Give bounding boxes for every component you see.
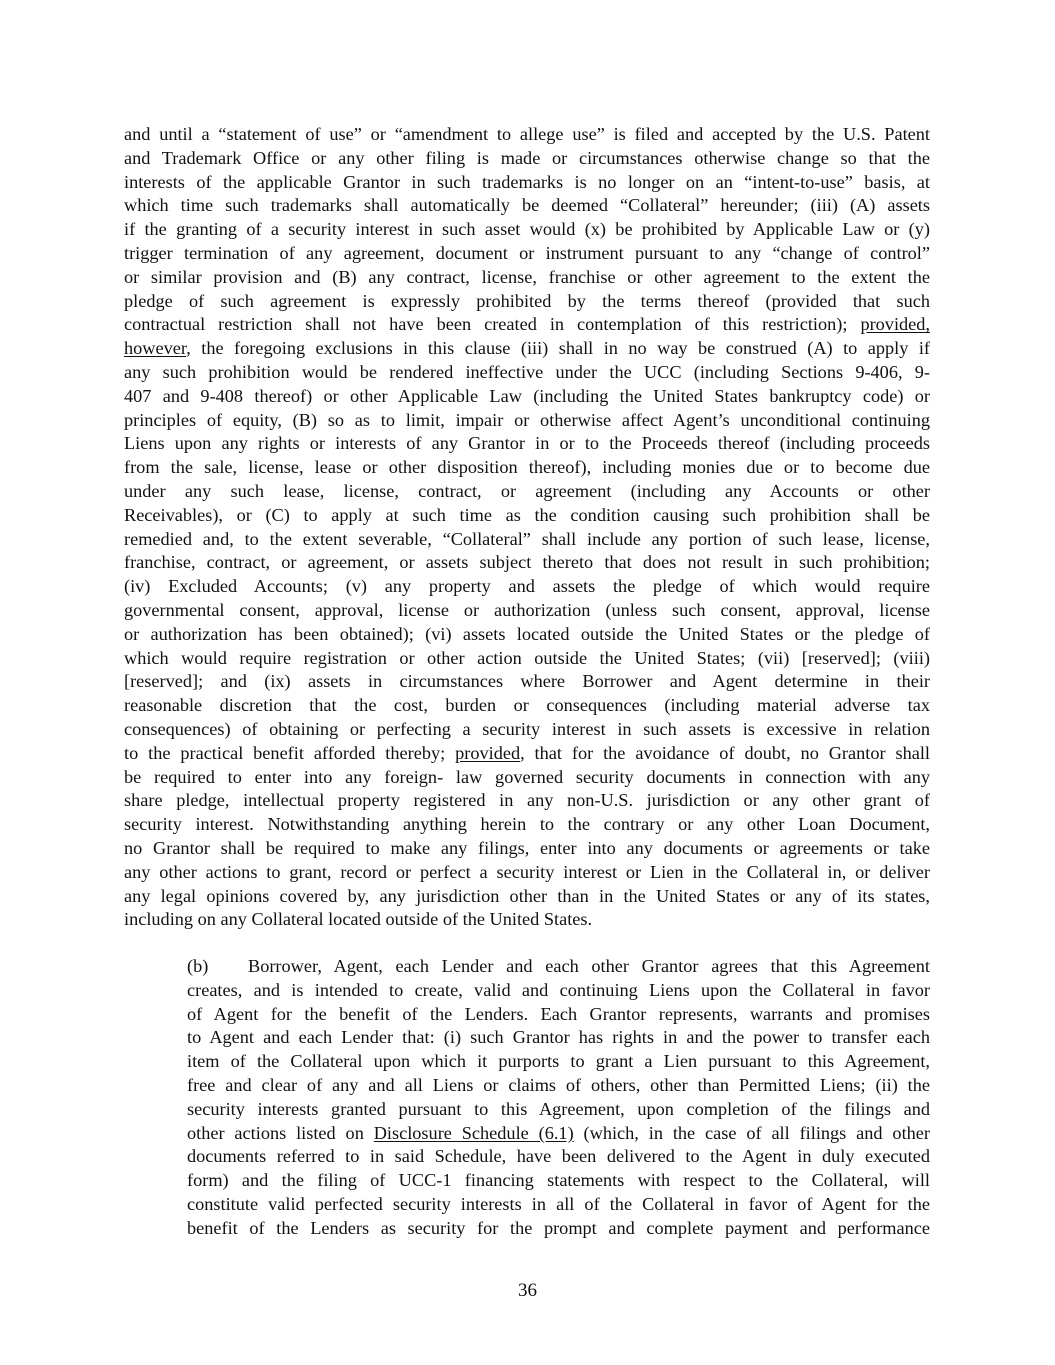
text-line: [187, 1098, 930, 1122]
text-segment: , that for the avoidance of doubt, no Grantor shall: [520, 742, 931, 763]
text-line: [124, 742, 930, 766]
text-line: [124, 718, 930, 742]
text-line: [124, 313, 930, 337]
text-segment: Borrower, Agent, each Lender and each other Grantor agrees that this Agreement: [248, 956, 930, 976]
text-line: [124, 194, 930, 218]
text-line: [124, 456, 930, 480]
text-line: [187, 1003, 930, 1027]
underlined-term: provided,: [860, 314, 930, 335]
text-line: [187, 1026, 930, 1050]
text-line: [187, 1050, 930, 1074]
text-line: [124, 361, 930, 385]
text-segment: other actions listed on: [187, 1122, 374, 1143]
text-line: [124, 551, 930, 575]
text-segment: principles of equity, (B) so as to limit, impair or otherwise affect Agent’s unconditional continuing: [124, 409, 930, 430]
text-line: [124, 147, 930, 171]
text-line: [124, 242, 930, 266]
text-line: [124, 623, 930, 647]
text-line: [124, 837, 930, 861]
page-number: 36: [518, 1280, 537, 1301]
text-segment: share pledge, intellectual property registered in any non-U.S. jurisdiction or any other grant of: [124, 790, 930, 811]
text-line: [124, 432, 930, 456]
text-segment: which would require registration or other action outside the United States; (vii) [reserved]; (viii): [124, 647, 930, 668]
text-segment: pledge of such agreement is expressly prohibited by the terms thereof (provided that such: [124, 290, 930, 311]
text-line: [124, 908, 930, 932]
text-line: [187, 955, 930, 979]
text-line: [187, 979, 930, 1003]
text-segment: reasonable discretion that the cost, burden or consequences (including material adverse tax: [124, 695, 930, 716]
text-segment: and until a “statement of use” or “amendment to allege use” is filed and accepted by the U.S. Patent: [124, 124, 930, 144]
text-segment: to the practical benefit afforded thereby;: [124, 742, 456, 763]
underlined-term: Disclosure Schedule (6.1): [373, 1122, 574, 1143]
text-line: [124, 480, 930, 504]
text-segment: benefit of the Lenders as security for the prompt and complete payment and performance: [187, 1217, 930, 1238]
text-line: [187, 1169, 930, 1193]
underlined-term: however: [124, 338, 187, 359]
text-line: [124, 647, 930, 671]
text-line: [124, 409, 930, 433]
text-segment: be required to enter into any foreign- law governed security documents in connection with any: [124, 766, 930, 787]
text-line: [124, 171, 930, 195]
text-segment: form) and the filing of UCC-1 financing statements with respect to the Collateral, will: [187, 1170, 930, 1191]
text-segment: trigger termination of any agreement, document or instrument pursuant to any “change of control”: [124, 242, 930, 263]
text-segment: from the sale, license, lease or other disposition thereof), including monies due or to become due: [124, 457, 930, 478]
text-line: [124, 385, 930, 409]
text-line: [124, 337, 930, 361]
text-segment: Receivables), or (C) to apply at such time as the condition causing such prohibition shall be: [124, 504, 930, 525]
text-segment: contractual restriction shall not have been created in contemplation of this restriction);: [124, 314, 861, 335]
text-segment: documents referred to in said Schedule, have been delivered to the Agent in duly executed: [187, 1146, 930, 1167]
text-segment: of Agent for the benefit of the Lenders. Each Grantor represents, warrants and promises: [187, 1003, 930, 1024]
text-line: [124, 813, 930, 837]
text-line: [124, 789, 930, 813]
text-segment: including on any Collateral located outside of the United States.: [124, 909, 593, 930]
text-segment: to Agent and each Lender that: (i) such Grantor has rights in and the power to transfer each: [187, 1027, 930, 1048]
text-line: [124, 861, 930, 885]
text-segment: governmental consent, approval, license or authorization (unless such consent, approval, license: [124, 599, 930, 620]
text-line: [124, 266, 930, 290]
text-segment: any such prohibition would be rendered ineffective under the UCC (including Sections 9-406, 9-: [124, 361, 930, 382]
text-segment: , the foregoing exclusions in this clause (iii) shall in no way be construed (A) to apply if: [186, 338, 930, 359]
text-line: [124, 885, 930, 909]
text-segment: security interests granted pursuant to this Agreement, upon completion of the filings and: [187, 1098, 930, 1119]
text-line: [187, 1074, 930, 1098]
text-segment: interests of the applicable Grantor in such trademarks is no longer on an “intent-to-use” basis, at: [124, 171, 930, 192]
underlined-term: provided: [455, 742, 521, 763]
text-line: [124, 575, 930, 599]
paragraph-1: [124, 123, 930, 932]
text-line: [124, 599, 930, 623]
text-line: [187, 1122, 930, 1146]
text-segment: (iv) Excluded Accounts; (v) any property and assets the pledge of which would require: [124, 576, 930, 597]
text-segment: consequences) of obtaining or perfecting a security interest in such assets is excessive in relation: [124, 718, 930, 739]
text-segment: security interest. Notwithstanding anything herein to the contrary or any other Loan Document,: [124, 814, 930, 835]
text-segment: constitute valid perfected security interests in all of the Collateral in favor of Agent for the: [187, 1193, 930, 1214]
text-segment: 407 and 9-408 thereof) or other Applicable Law (including the United States bankruptcy code) or: [124, 385, 930, 406]
text-segment: franchise, contract, or agreement, or assets subject thereto that does not result in such prohibition;: [124, 552, 930, 573]
text-line: [187, 1217, 930, 1241]
text-segment: Liens upon any rights or interests of any Grantor in or to the Proceeds thereof (including proceeds: [124, 433, 930, 454]
text-line: [187, 1145, 930, 1169]
text-segment: remedied and, to the extent severable, “Collateral” shall include any portion of such lease, license,: [124, 528, 930, 549]
text-segment: any other actions to grant, record or perfect a security interest or Lien in the Collateral in, or deliver: [124, 861, 930, 882]
text-segment: item of the Collateral upon which it purports to grant a Lien pursuant to this Agreement,: [187, 1051, 930, 1072]
text-line: [124, 290, 930, 314]
paragraph-label: (b): [187, 956, 209, 976]
text-segment: which time such trademarks shall automatically be deemed “Collateral” hereunder; (iii) (A) assets: [124, 195, 930, 216]
text-segment: and Trademark Office or any other filing is made or circumstances otherwise change so that the: [124, 147, 930, 168]
text-line: [124, 218, 930, 242]
text-line: [124, 528, 930, 552]
text-segment: no Grantor shall be required to make any filings, enter into any documents or agreements or take: [124, 837, 930, 858]
paragraph-b: [187, 955, 930, 1241]
text-line: [124, 670, 930, 694]
text-segment: under any such lease, license, contract, or agreement (including any Accounts or other: [124, 480, 930, 501]
text-line: [124, 504, 930, 528]
text-line: [124, 123, 930, 147]
text-segment: if the granting of a security interest in such asset would (x) be prohibited by Applicable Law or (y): [124, 219, 930, 240]
text-segment: free and clear of any and all Liens or claims of others, other than Permitted Liens; (ii) the: [187, 1074, 930, 1095]
text-segment: or similar provision and (B) any contract, license, franchise or other agreement to the extent the: [124, 266, 930, 287]
text-segment: or authorization has been obtained); (vi) assets located outside the United States or the pledge of: [124, 623, 930, 644]
text-segment: [reserved]; and (ix) assets in circumstances where Borrower and Agent determine in their: [124, 671, 930, 692]
text-line: [124, 694, 930, 718]
text-segment: (which, in the case of all filings and other: [573, 1122, 930, 1143]
text-line: [187, 1193, 930, 1217]
text-segment: creates, and is intended to create, valid and continuing Liens upon the Collateral in favor: [187, 979, 930, 1000]
text-line: [124, 766, 930, 790]
text-segment: any legal opinions covered by, any jurisdiction other than in the United States or any of its states,: [124, 885, 930, 906]
